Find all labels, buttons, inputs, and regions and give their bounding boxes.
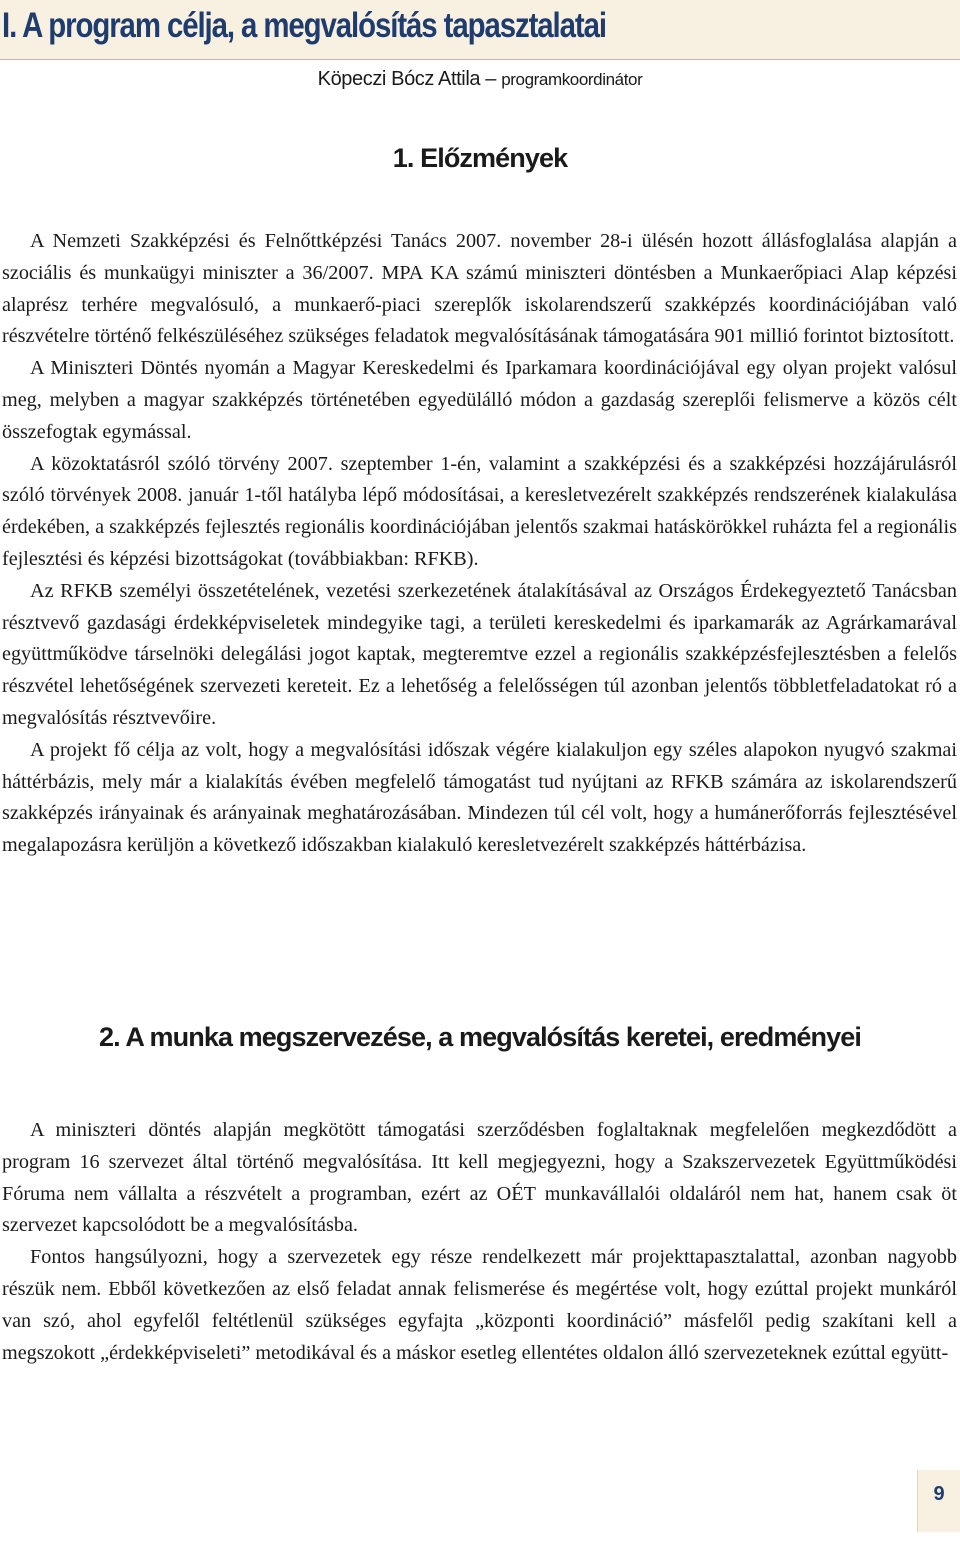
section-heading-munka-megszervezese: 2. A munka megszervezése, a megvalósítás keretei, eredményei [99, 1022, 861, 1052]
chapter-title: I. A program célja, a megvalósítás tapasztalatai [2, 6, 606, 45]
author-byline [0, 68, 960, 91]
section-body-munka-megszervezese [2, 1115, 957, 1369]
body-paragraph: A projekt fő célja az volt, hogy a megvalósítási időszak végére kialakuljon egy széles alapokon nyugvó szakmai háttérbázis, mely már a kialakítás évében megfelelő támogatást tud nyújtani az RFKB számára az iskolarendszerű szakképzés irányainak és arányainak meghatározásában. Mindezen túl cél volt, hogy a humánerőforrás fejlesztésével megalapozásra kerüljön a következő időszakban kialakuló keresletvezérelt szakképzés háttérbázisa. [2, 738, 957, 857]
section-body-elozmenyek [2, 226, 957, 862]
author-name: Köpeczi Bócz Attila [317, 68, 481, 90]
body-paragraph: A Miniszteri Döntés nyomán a Magyar Kereskedelmi és Iparkamara koordinációjával egy olyan projekt valósul meg, melyben a magyar szakképzés történetében egyedülálló módon a gazdaság szereplői felismerve a közös célt összefogtak egymással. [2, 357, 957, 443]
byline-separator: – [485, 68, 497, 90]
body-paragraph: Az RFKB személyi összetételének, vezetési szerkezetének átalakításával az Országos Érdekegyeztető Tanácsban résztvevő gazdasági érdekképviseletek mindegyike tagi, a területi kereskedelmi és iparkamarák az Agrárkamarával együttműködve társelnöki delegálási jogot kaptak, megteremtve ezzel a regionális szakképzésfejlesztésben a felelős részvétel lehetőségének szervezeti kereteit. Ez a lehetőség a felelősségen túl azonban jelentős többletfeladatokat ró a megvalósítás résztvevőire. [2, 579, 957, 729]
section-heading-elozmenyek: 1. Előzmények [392, 143, 568, 173]
body-paragraph: Fontos hangsúlyozni, hogy a szervezetek egy része rendelkezett már projekttapasztalattal, azonban nagyobb részük nem. Ebből következően az első feladat annak felismerése és megértése volt, hogy ezúttal projekt munkáról van szó, ahol egyfelől feltétlenül szükséges egyfajta „központi koordináció” másfelől pedig szakítani kell a megszokott „érdekképviseleti” metodikával és a máskor esetleg ellentétes oldalon álló szervezeteknek ezúttal együtt- [2, 1246, 957, 1364]
author-role: programkoordinátor [501, 70, 643, 89]
page-number-tab [917, 1470, 960, 1532]
page-number: 9 [933, 1483, 945, 1505]
chapter-title-band [0, 0, 960, 60]
body-paragraph: A miniszteri döntés alapján megkötött támogatási szerződésben foglaltaknak megfelelően megkezdődött a program 16 szervezet által történő megvalósítása. Itt kell megjegyezni, hogy a Szakszervezetek Együttműködési Fóruma nem vállalta a részvételt a programban, ezért az OÉT munkavállalói oldaláról nem hat, hanem csak öt szervezet kapcsolódott be a megvalósításba. [2, 1119, 957, 1237]
body-paragraph: A Nemzeti Szakképzési és Felnőttképzési Tanács 2007. november 28-i ülésén hozott állásfoglalása alapján a szociális és munkaügyi miniszter a 36/2007. MPA KA számú miniszteri döntésben a Munkaerőpiaci Alap képzési alaprész terhére megvalósuló, a munkaerő-piaci szereplők iskolarendszerű szakképzés koordinációjában való részvételre történő felkészüléséhez szükséges feladatok megvalósításának támogatására 901 millió forintot biztosított. [2, 230, 957, 348]
body-paragraph: A közoktatásról szóló törvény 2007. szeptember 1-én, valamint a szakképzési és a szakképzési hozzájárulásról szóló törvények 2008. január 1-től hatályba lépő módosításai, a keresletvezérelt szakképzés rendszerének kialakulása érdekében, a szakképzés fejlesztés regionális koordinációjában jelentős szakmai hatáskörökkel ruházta fel a regionális fejlesztési és képzési bizottságokat (továbbiakban: RFKB). [2, 452, 957, 570]
